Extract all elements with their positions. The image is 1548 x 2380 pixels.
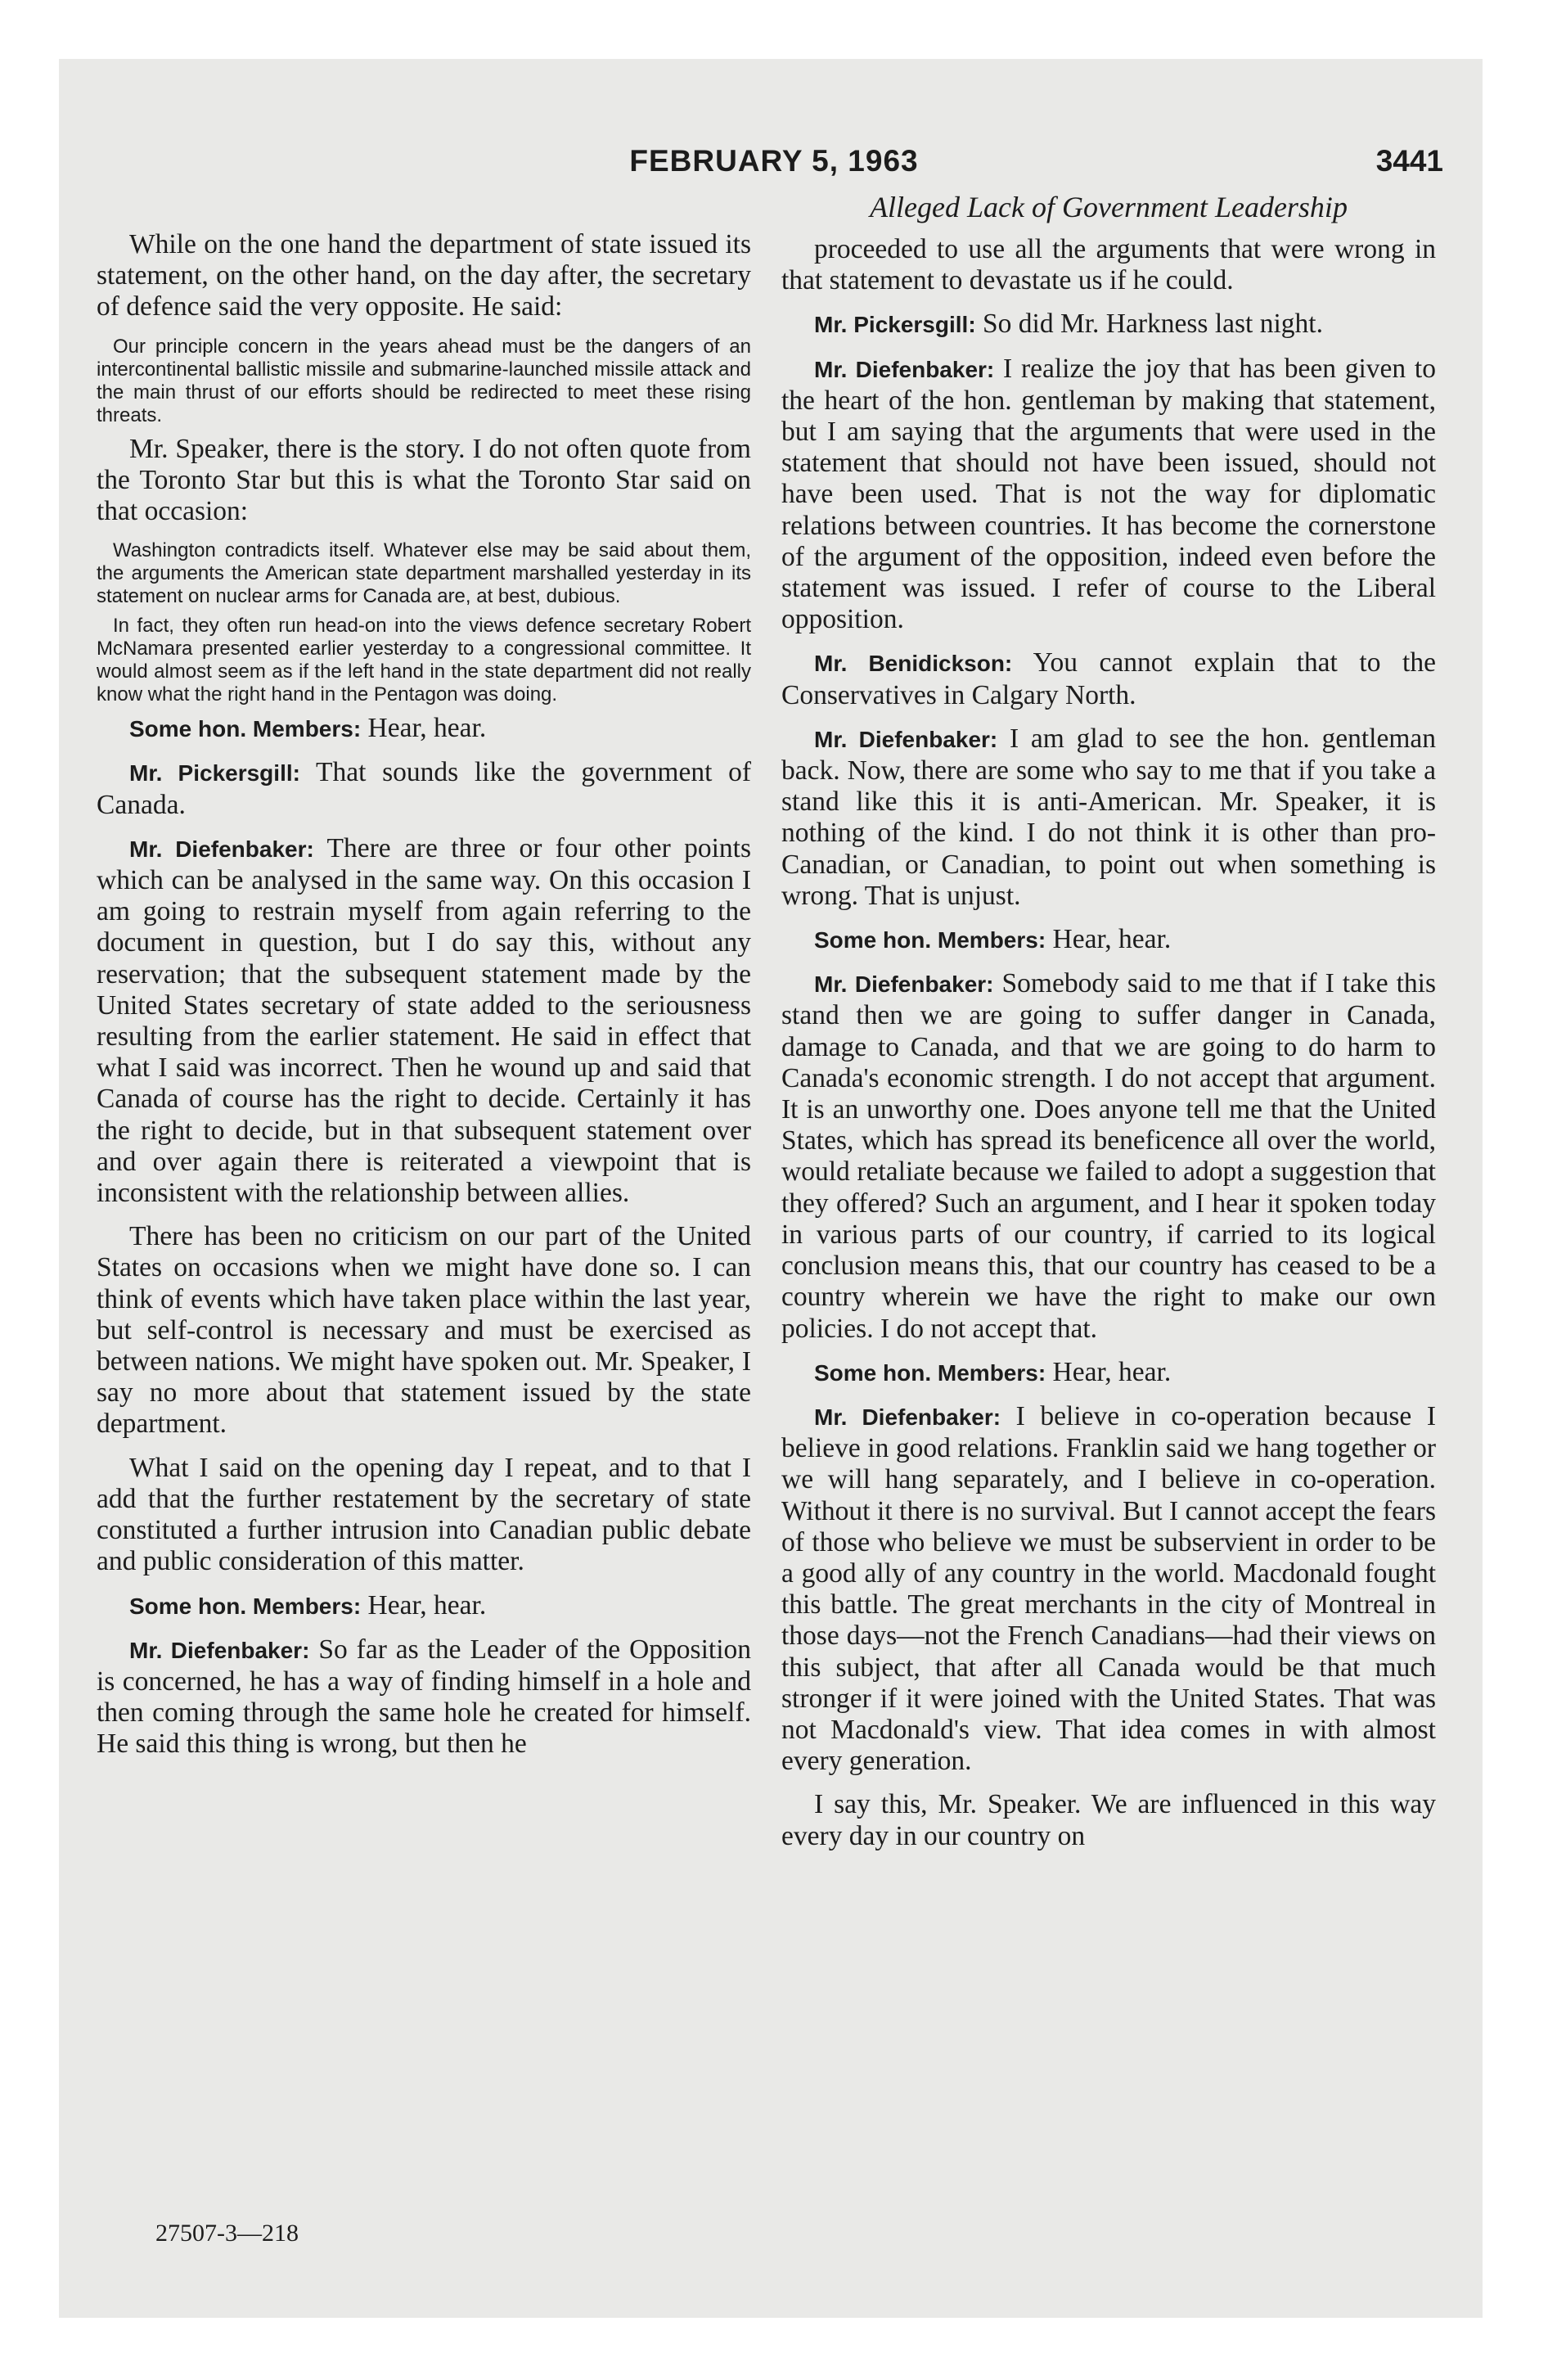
speech-text: I believe in co-operation because I believe in good relations. Franklin said we hang together or we will hang separately, and I believe in co-operation. Without it there is no survival. But I cannot accept the fears of those who believe we must be subservient in order to be a good ally of any country in the world. Macdonald fought this battle. The great merchants in the city of Montreal in those days—not the French Canadians—had their views on this subject, that after all Canada would be that much stronger if it were joined with the United States. That was not Macdonald's view. That idea comes in with almost every generation. xyxy=(781,1400,1436,1777)
speech-paragraph xyxy=(97,713,751,745)
speech-paragraph xyxy=(97,1590,751,1622)
speech-text: I am glad to see the hon. gentleman back. Now, there are some who say to me that if you take a stand like this it is anti-American. Mr. Speaker, it is nothing of the kind. I do not think it is other than pro-Canadian, or Canadian, to point out when something is wrong. That is unjust. xyxy=(781,723,1436,911)
speaker-name: Some hon. Members: xyxy=(129,1593,362,1619)
speech-paragraph xyxy=(781,968,1436,1344)
speech-paragraph xyxy=(781,723,1436,912)
header-date: FEBRUARY 5, 1963 xyxy=(629,144,919,178)
speech-text: You cannot explain that to the Conservatives in Calgary North. xyxy=(781,647,1436,710)
speaker-name: Some hon. Members: xyxy=(814,1359,1046,1386)
right-column xyxy=(781,234,1436,1864)
speaker-name: Mr. Diefenbaker: xyxy=(814,971,994,998)
speech-paragraph xyxy=(97,1634,751,1760)
speaker-name: Some hon. Members: xyxy=(129,716,362,742)
speech-text: Hear, hear. xyxy=(1052,924,1172,955)
speech-text: I realize the joy that has been given to the heart of the hon. gentleman by making that statement, but I am saying that the arguments that were used in the statement that should not have been issued, should not have been used. That is not the way for diplomatic relations between countries. It has become the cornerstone of the argument of the opposition, indeed even before the statement was issued. I refer of course to the Liberal opposition. xyxy=(781,353,1436,635)
speech-text: There are three or four other points which can be analysed in the same way. On this occasion I am going to restrain myself from again referring to the document in question, but I do say this, without any reservation; that the subsequent statement made by the United States secretary of state added to the seriousness resulting from the earlier statement. He said in effect that what I said was incorrect. Then he wound up and said that Canada of course has the right to decide. Certainly it has the right to decide, but in that subsequent statement over and over again there is reiterated a viewpoint that is inconsistent with the relationship between allies. xyxy=(97,832,751,1209)
speaker-name: Mr. Diefenbaker: xyxy=(129,1637,310,1663)
speech-paragraph xyxy=(781,1401,1436,1777)
speech-paragraph xyxy=(97,833,751,1209)
quoted-passage: Washington contradicts itself. Whatever else may be said about them, the arguments the American state department marshalled yesterday in its statement on nuclear arms for Canada are, at best, dubious. xyxy=(97,539,751,608)
speech-paragraph xyxy=(781,1357,1436,1389)
body-paragraph: What I said on the opening day I repeat, and to that I add that the further restatement by the secretary of state constituted a further intrusion into Canadian public debate and public consideration of this matter. xyxy=(97,1452,751,1577)
speech-paragraph xyxy=(97,757,751,820)
speaker-name: Mr. Diefenbaker: xyxy=(814,356,995,382)
left-column xyxy=(97,229,751,1773)
speech-paragraph xyxy=(781,309,1436,340)
speech-text: So did Mr. Harkness last night. xyxy=(983,309,1323,340)
speech-text: Hear, hear. xyxy=(367,713,487,744)
quoted-passage: Our principle concern in the years ahead must be the dangers of an intercontinental ballistic missile and submarine-launched missile attack and the main thrust of our efforts should be redirected to meet these rising threats. xyxy=(97,335,751,426)
body-paragraph: I say this, Mr. Speaker. We are influenced in this way every day in our country on xyxy=(781,1789,1436,1851)
body-paragraph: Mr. Speaker, there is the story. I do not often quote from the Toronto Star but this is what the Toronto Star said on that occasion: xyxy=(97,433,751,527)
running-subheading: Alleged Lack of Government Leadership xyxy=(870,191,1348,223)
speaker-name: Mr. Benidickson: xyxy=(814,651,1013,677)
speech-paragraph xyxy=(781,354,1436,636)
speech-paragraph xyxy=(781,647,1436,710)
speaker-name: Mr. Diefenbaker: xyxy=(129,836,314,862)
speaker-name: Mr. Diefenbaker: xyxy=(814,1404,1001,1430)
speech-text: That sounds like the government of Canada. xyxy=(97,757,751,820)
speech-text: So far as the Leader of the Opposition is concerned, he has a way of finding himself in a hole and then coming through the same hole he created for himself. He said this thing is wrong, but then he xyxy=(97,1634,752,1760)
page-header xyxy=(97,144,1451,193)
quoted-passage: In fact, they often run head-on into the views defence secretary Robert McNamara presented earlier yesterday to a congressional committee. It would almost seem as if the left hand in the state department did not really know what the right hand in the Pentagon was doing. xyxy=(97,615,751,706)
page-number: 3441 xyxy=(1375,144,1443,178)
speaker-name: Some hon. Members: xyxy=(814,927,1046,953)
signature-line: 27507-3—218 xyxy=(155,2220,299,2247)
speech-paragraph xyxy=(781,924,1436,956)
speaker-name: Mr. Diefenbaker: xyxy=(814,726,998,752)
body-paragraph: There has been no criticism on our part of the United States on occasions when we might have done so. I can think of events which have taken place within the last year, but self-control is necessary and must be exercised as between nations. We might have spoken out. Mr. Speaker, I say no more about that statement issued by the state department. xyxy=(97,1221,751,1440)
body-paragraph: While on the one hand the department of state issued its statement, on the other hand, on the day after, the secretary of defence said the very opposite. He said: xyxy=(97,229,751,322)
speech-text: Hear, hear. xyxy=(367,1589,487,1620)
speaker-name: Mr. Pickersgill: xyxy=(814,312,976,338)
speech-text: Somebody said to me that if I take this stand then we are going to suffer danger in Canada, damage to Canada, and that we are going to do harm to Canada's economic strength. I do not accept that argument. It is an unworthy one. Does anyone tell me that the United States, which has spread its beneficence all over the world, would retaliate because we failed to adopt a suggestion that they offered? Such an argument, and I hear it spoken today in various parts of our country, if carried to its logical conclusion means this, that our country has ceased to be a country wherein we have the right to make our own policies. I do not accept that. xyxy=(781,968,1436,1344)
body-paragraph: proceeded to use all the arguments that were wrong in that statement to devastate us if he could. xyxy=(781,234,1436,296)
speech-text: Hear, hear. xyxy=(1052,1356,1172,1387)
speaker-name: Mr. Pickersgill: xyxy=(129,760,300,787)
